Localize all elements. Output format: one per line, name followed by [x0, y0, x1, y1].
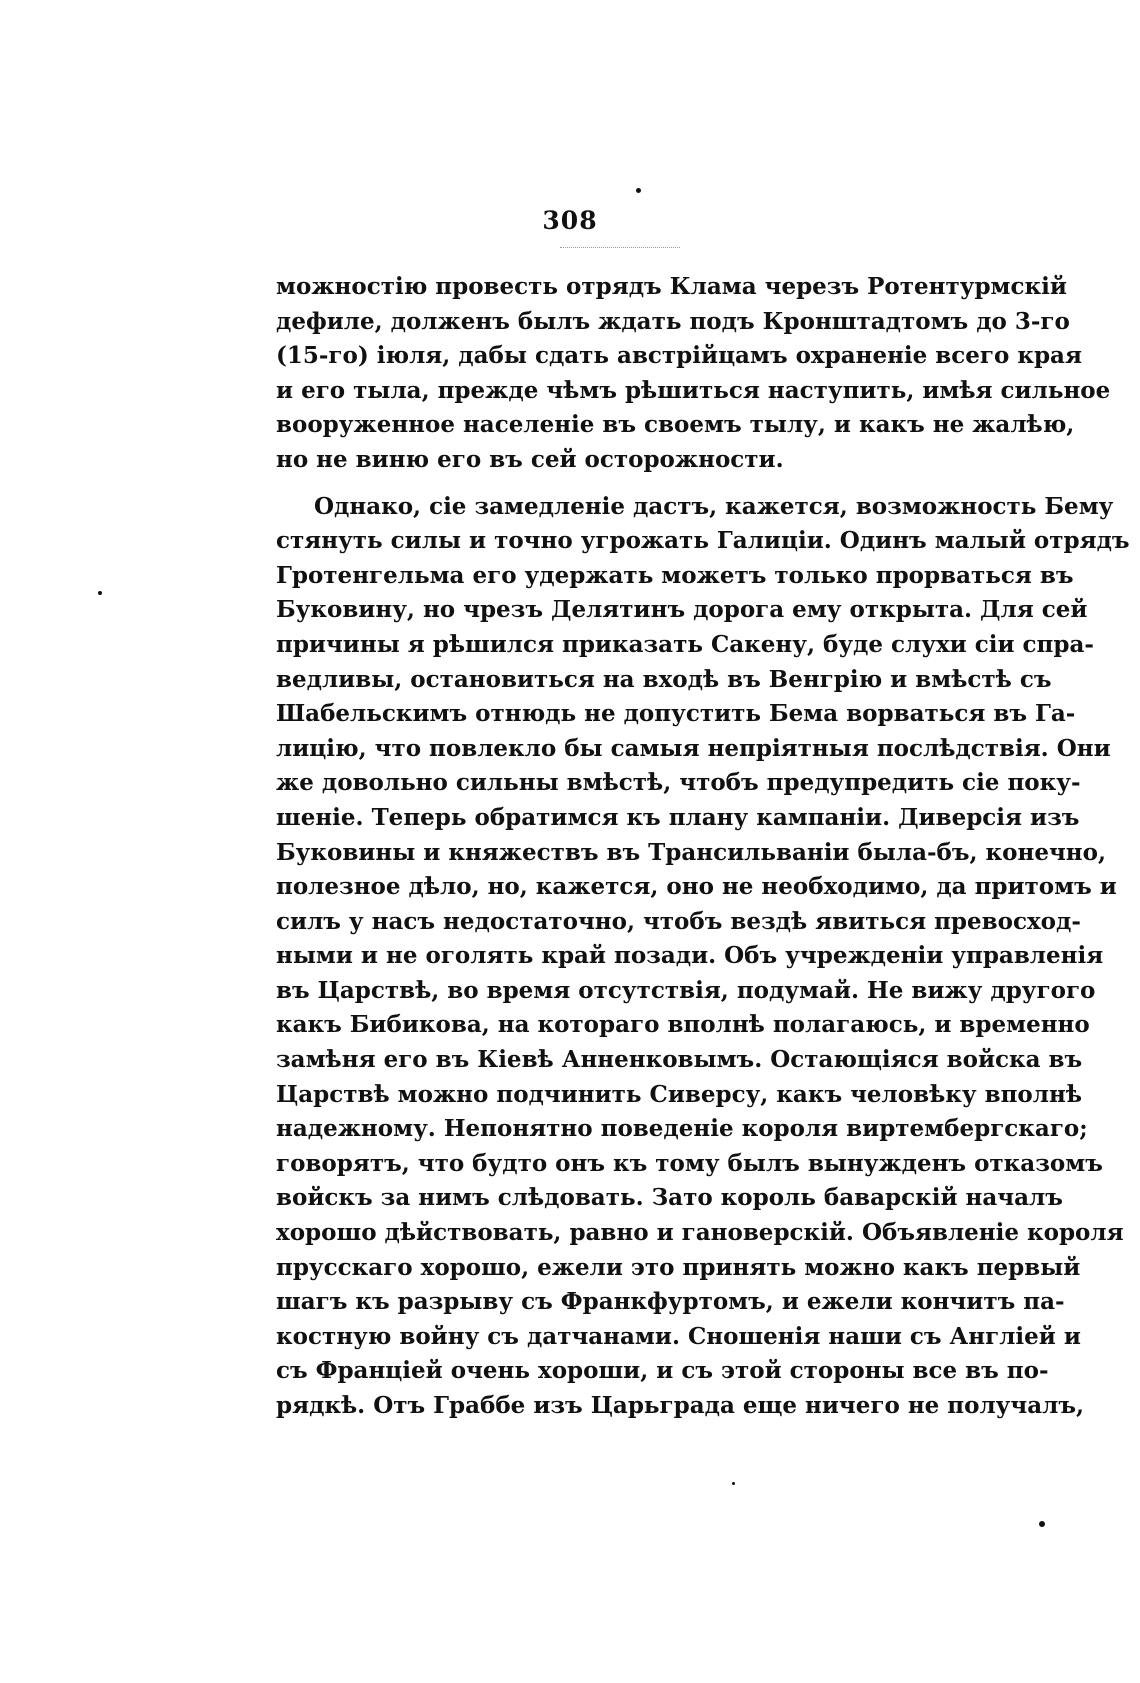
paragraph-2	[276, 490, 1130, 1424]
text-line: рядкѣ. Отъ Граббе изъ Царьграда еще ничего не получалъ,	[276, 1392, 1085, 1419]
page-number-rule	[560, 247, 680, 248]
paragraph-gap	[276, 478, 976, 490]
body-text	[276, 270, 1130, 1424]
text-line: дефиле, долженъ былъ ждать подъ Кронштадтомъ до 3-го	[276, 307, 1070, 335]
print-speck-top	[636, 188, 641, 193]
text-line: Гротенгельма его удержать можетъ только прорваться въ	[276, 561, 1074, 589]
print-speck-right	[1039, 1521, 1045, 1527]
text-line: замѣня его въ Кіевѣ Анненковымъ. Остающіяся войска въ	[276, 1046, 1083, 1074]
text-line: но не виню его въ сей осторожности.	[276, 445, 784, 473]
print-speck-bottom	[732, 1482, 735, 1485]
text-line: въ Царствѣ, во время отсутствія, подумай. Не вижу другого	[276, 976, 1096, 1004]
page-number: 308	[542, 206, 598, 235]
text-line: войскъ за нимъ слѣдовать. Зато король баварскій началъ	[276, 1184, 1063, 1212]
text-line: причины я рѣшился приказать Сакену, буде слухи сіи спра-	[276, 630, 1094, 658]
text-line: съ Франціей очень хороши, и съ этой стороны все въ по-	[276, 1357, 1049, 1385]
text-line: Буковины и княжествъ въ Трансильваніи была-бъ, конечно,	[276, 838, 1106, 866]
text-line: стянуть силы и точно угрожать Галиціи. Одинъ малый отрядъ	[276, 527, 1130, 555]
text-line: лицію, что повлекло бы самыя непріятныя послѣдствія. Они	[276, 734, 1111, 762]
text-line: Шабельскимъ отнюдь не допустить Бема ворваться въ Га-	[276, 700, 1076, 728]
paragraph-1	[276, 270, 1111, 478]
text-line: надежному. Непонятно поведеніе короля виртембергскаго;	[276, 1115, 1088, 1143]
text-line: какъ Бибикова, на котораго вполнѣ полагаюсь, и временно	[276, 1011, 1090, 1039]
text-line: же довольно сильны вмѣстѣ, чтобъ предупредить сіе поку-	[276, 769, 1081, 797]
text-line: говорятъ, что будто онъ къ тому былъ вынужденъ отказомъ	[276, 1149, 1103, 1177]
text-line: можностію провесть отрядъ Клама черезъ Ротентурмскій	[276, 273, 1067, 300]
text-line: хорошо дѣйствовать, равно и гановерскій. Объявленіе короля	[276, 1219, 1124, 1247]
text-line: ведливы, остановиться на входѣ въ Венгрію и вмѣстѣ съ	[276, 665, 1052, 693]
text-line: полезное дѣло, но, кажется, оно не необходимо, да притомъ и	[276, 873, 1117, 901]
text-line: прусскаго хорошо, ежели это принять можно какъ первый	[276, 1253, 1081, 1281]
text-line: (15-го) іюля, дабы сдать австрійцамъ охраненіе всего края	[276, 342, 1082, 370]
text-line: и его тыла, прежде чѣмъ рѣшиться наступить, имѣя сильное	[276, 376, 1111, 404]
text-line: Буковину, но чрезъ Делятинъ дорога ему открыта. Для сей	[276, 596, 1088, 624]
text-line: Однако, сіе замедленіе дастъ, кажется, возможность Бему	[314, 492, 1114, 520]
text-line: вооруженное населеніе въ своемъ тылу, и какъ не жалѣю,	[276, 411, 1075, 439]
text-line: костную войну съ датчанами. Сношенія наши съ Англіей и	[276, 1322, 1081, 1350]
text-line: ными и не оголять край позади. Объ учрежденіи управленія	[276, 942, 1104, 970]
text-line: силъ у насъ недостаточно, чтобъ вездѣ явиться превосход-	[276, 907, 1081, 935]
print-speck-left	[98, 591, 102, 595]
text-line: шагъ къ разрыву съ Франкфуртомъ, и ежели кончитъ па-	[276, 1288, 1065, 1316]
text-line: шеніе. Теперь обратимся къ плану кампаніи. Диверсія изъ	[276, 803, 1080, 831]
text-line: Царствѣ можно подчинить Сиверсу, какъ человѣку вполнѣ	[276, 1080, 1082, 1108]
